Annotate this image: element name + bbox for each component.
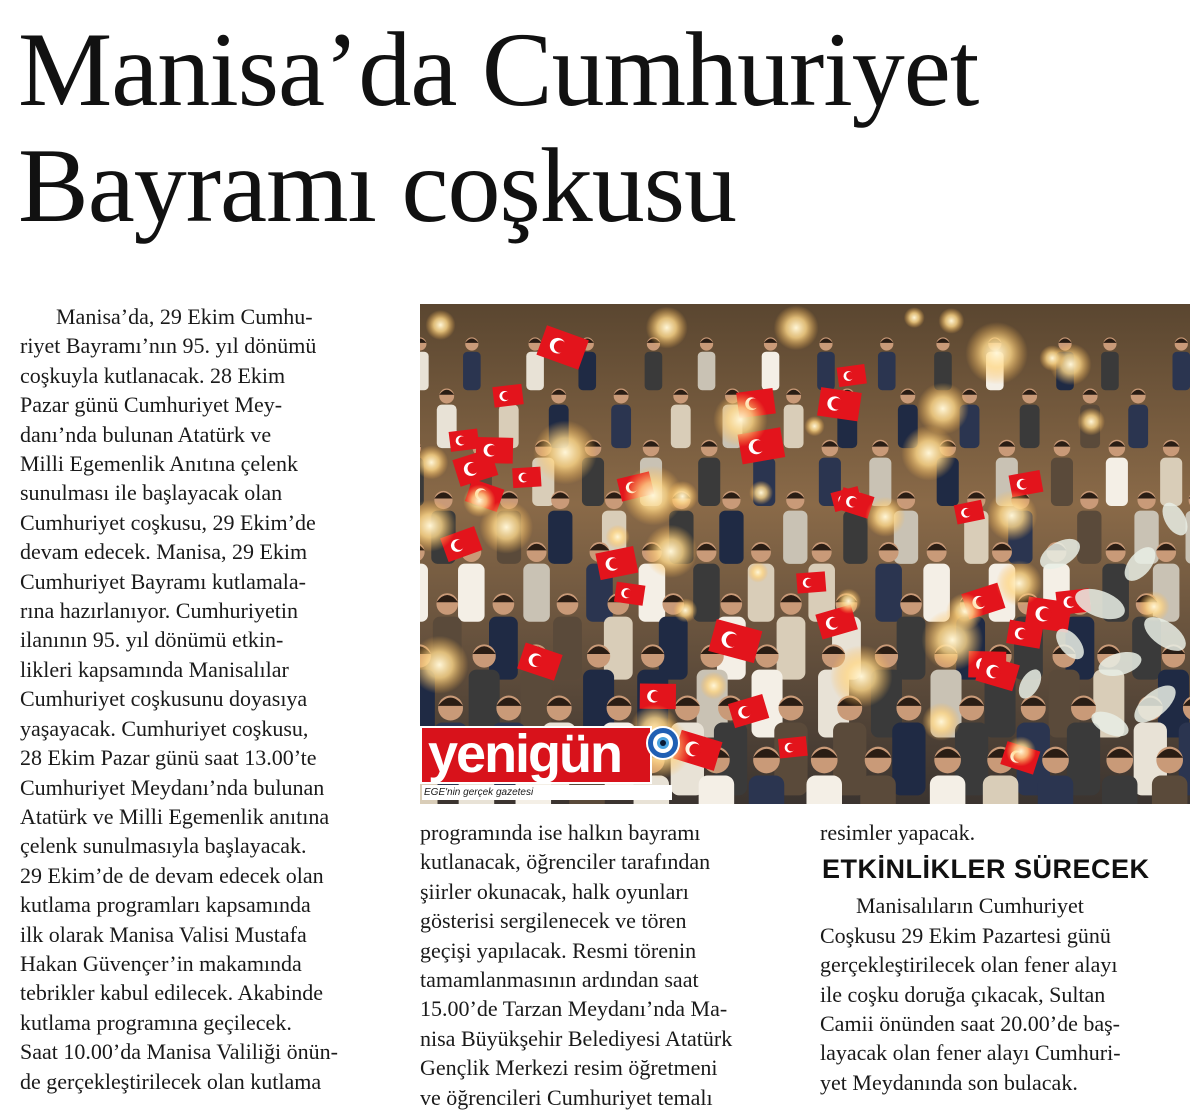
torch-flame: [748, 562, 769, 583]
article-line: gösterisi sergilenecek ve tören: [420, 908, 687, 934]
logo-tagline: EGE'nin gerçek gazetesi: [422, 785, 672, 800]
person-figure: [875, 542, 902, 622]
turkish-flag: [837, 364, 867, 387]
headline-line-2: Bayramı coşkusu: [18, 127, 737, 244]
article-line: kutlama programları kapsamında: [20, 892, 311, 918]
article-line: Gençlik Merkezi resim öğretmeni: [420, 1055, 718, 1081]
person-figure: [1077, 491, 1101, 564]
torch-flame: [673, 598, 697, 622]
turkish-flag: [614, 582, 646, 606]
article-line: nisa Büyükşehir Belediyesi Atatürk: [420, 1025, 733, 1051]
logo-name: yenigün: [428, 724, 622, 784]
article-line: Camii önünden saat 20.00’de baş-: [820, 1011, 1120, 1037]
article-line: tebrikler kabul edilecek. Akabinde: [20, 980, 323, 1006]
person-figure: [1172, 337, 1190, 390]
article-line: coşkuyla kutlanacak. 28 Ekim: [20, 362, 286, 388]
torch-flame: [713, 393, 767, 447]
person-figure: [671, 389, 691, 449]
person-figure: [1106, 440, 1128, 506]
torch-flame: [646, 307, 688, 349]
headline-line-1: Manisa’da Cumhuriyet: [18, 11, 979, 128]
person-figure: [604, 593, 633, 679]
torch-flame: [463, 485, 495, 517]
torch-flame: [749, 481, 773, 505]
torch-flame: [865, 497, 905, 537]
torch-flame: [774, 305, 819, 350]
torch-flame: [904, 307, 925, 328]
person-figure: [698, 440, 720, 506]
article-line: Manisalıların Cumhuriyet: [856, 893, 1084, 919]
torch-flame: [921, 609, 983, 671]
article-line: tamamlanmasının ardından saat: [420, 967, 699, 993]
article-line: ilanının 95. yıl dönümü etkin-: [20, 627, 284, 653]
article-line: Cumhuriyet coşkusunu doyasıya: [20, 686, 308, 712]
article-line: sunulması ile başlayacak olan: [20, 480, 283, 506]
article-line: ile coşku doruğa çıkacak, Sultan: [820, 981, 1106, 1007]
article-line: çelenk sunulmasıyla başlayacak.: [20, 833, 307, 859]
article-line: Hakan Güvençer’in makamında: [20, 950, 302, 976]
torch-flame: [965, 322, 1028, 385]
torch-flame: [644, 525, 697, 578]
article-line: yaşayacak. Cumhuriyet coşkusu,: [20, 715, 309, 741]
article-line: de gerçekleştirilecek olan kutlama: [20, 1068, 322, 1094]
article-line: Cumhuriyet Bayramı kutlamala-: [20, 568, 306, 594]
person-figure: [1160, 440, 1182, 506]
torch-flame: [901, 426, 956, 481]
article-line: rına hazırlanıyor. Cumhuriyetin: [20, 598, 298, 624]
newspaper-logo: [420, 726, 676, 804]
person-figure: [463, 337, 481, 390]
article-line: yet Meydanında son bulacak.: [820, 1069, 1078, 1095]
person-figure: [934, 337, 952, 390]
person-figure: [892, 696, 925, 796]
person-figure: [817, 337, 835, 390]
torch-flame: [1039, 345, 1065, 371]
person-figure: [878, 337, 896, 390]
article-line: 29 Ekim’de de devam edecek olan: [20, 862, 324, 888]
headline: [18, 12, 1198, 244]
article-line: Cumhuriyet Meydanı’nda bulunan: [20, 774, 325, 800]
article-line: Coşkusu 29 Ekim Pazartesi günü: [820, 922, 1111, 948]
logo-box: [420, 726, 652, 784]
article-line: ilk olarak Manisa Valisi Mustafa: [20, 921, 307, 947]
person-figure: [783, 491, 807, 564]
person-figure: [1051, 440, 1073, 506]
person-figure: [1101, 337, 1119, 390]
article-line: kutlanacak, öğrenciler tarafından: [420, 849, 711, 875]
person-figure: [784, 389, 804, 449]
torch-flame: [922, 703, 960, 741]
article-line: ve öğrencileri Cumhuriyet temalı: [420, 1084, 713, 1110]
torch-flame: [1077, 408, 1105, 436]
evil-eye-icon: [646, 726, 680, 760]
torch-flame: [700, 672, 727, 699]
article-line: Cumhuriyet coşkusu, 29 Ekim’de: [20, 509, 316, 535]
article-line: danı’nda bulunan Atatürk ve: [20, 421, 272, 447]
turkish-flag: [817, 387, 862, 421]
person-figure: [752, 644, 783, 737]
article-line: layacak olan fener alayı Cumhuri-: [820, 1040, 1121, 1066]
person-figure: [489, 593, 518, 679]
person-figure: [548, 491, 572, 564]
torch-flame: [996, 560, 1042, 606]
turkish-flag: [476, 437, 514, 464]
article-line: gerçekleştirilecek olan fener alayı: [820, 952, 1118, 978]
article-line: şiirler okunacak, halk oyunları: [420, 878, 689, 904]
torch-flame: [836, 589, 861, 614]
article-line: Manisa’da, 29 Ekim Cumhu-: [56, 304, 313, 329]
torch-flame: [533, 420, 597, 484]
article-line: 28 Ekim Pazar günü saat 13.00’te: [20, 745, 317, 771]
person-figure: [777, 593, 806, 679]
person-figure: [869, 440, 891, 506]
torch-flame: [667, 481, 698, 512]
article-line: Saat 10.00’da Manisa Valiliği önün-: [20, 1039, 338, 1065]
turkish-flag: [778, 736, 808, 758]
turkish-flag: [449, 428, 480, 451]
torch-flame: [1006, 736, 1036, 766]
article-column-1: [20, 302, 390, 1096]
column-3-lead: resimler yapacak.: [820, 820, 976, 845]
article-line: 15.00’de Tarzan Meydanı’nda Ma-: [420, 996, 728, 1022]
person-figure: [523, 542, 550, 622]
torch-flame: [830, 645, 893, 708]
article-column-3: [820, 818, 1192, 1097]
person-figure: [1020, 389, 1040, 449]
article-line: programında ise halkın bayramı: [420, 820, 701, 845]
person-figure: [611, 389, 631, 449]
torch-flame: [426, 310, 456, 340]
person-figure: [762, 337, 780, 390]
person-figure: [897, 593, 926, 679]
article-line: Atatürk ve Milli Egemenlik anıtına: [20, 803, 330, 829]
article-line: Milli Egemenlik Anıtına çelenk: [20, 451, 298, 477]
turkish-flag: [512, 467, 541, 488]
torch-flame: [986, 490, 1037, 541]
article-line: likleri kapsamında Manisalılar: [20, 656, 289, 682]
section-subhead: ETKİNLİKLER SÜRECEK: [822, 854, 1150, 885]
person-figure: [698, 337, 716, 390]
article-line: devam edecek. Manisa, 29 Ekim: [20, 539, 308, 565]
article-line: riyet Bayramı’nın 95. yıl dönümü: [20, 333, 317, 359]
torch-flame: [938, 308, 964, 334]
article-line: kutlama programına geçilecek.: [20, 1009, 292, 1035]
article-column-2: [420, 818, 780, 1112]
article-line: geçişi yapılacak. Resmi törenin: [420, 937, 697, 963]
person-figure: [1128, 389, 1148, 449]
turkish-flag: [796, 571, 826, 593]
torch-flame: [804, 416, 824, 436]
torch-flame: [606, 525, 630, 549]
person-figure: [719, 491, 743, 564]
turkish-flag: [492, 384, 523, 408]
article-line: Pazar günü Cumhuriyet Mey-: [20, 392, 283, 418]
